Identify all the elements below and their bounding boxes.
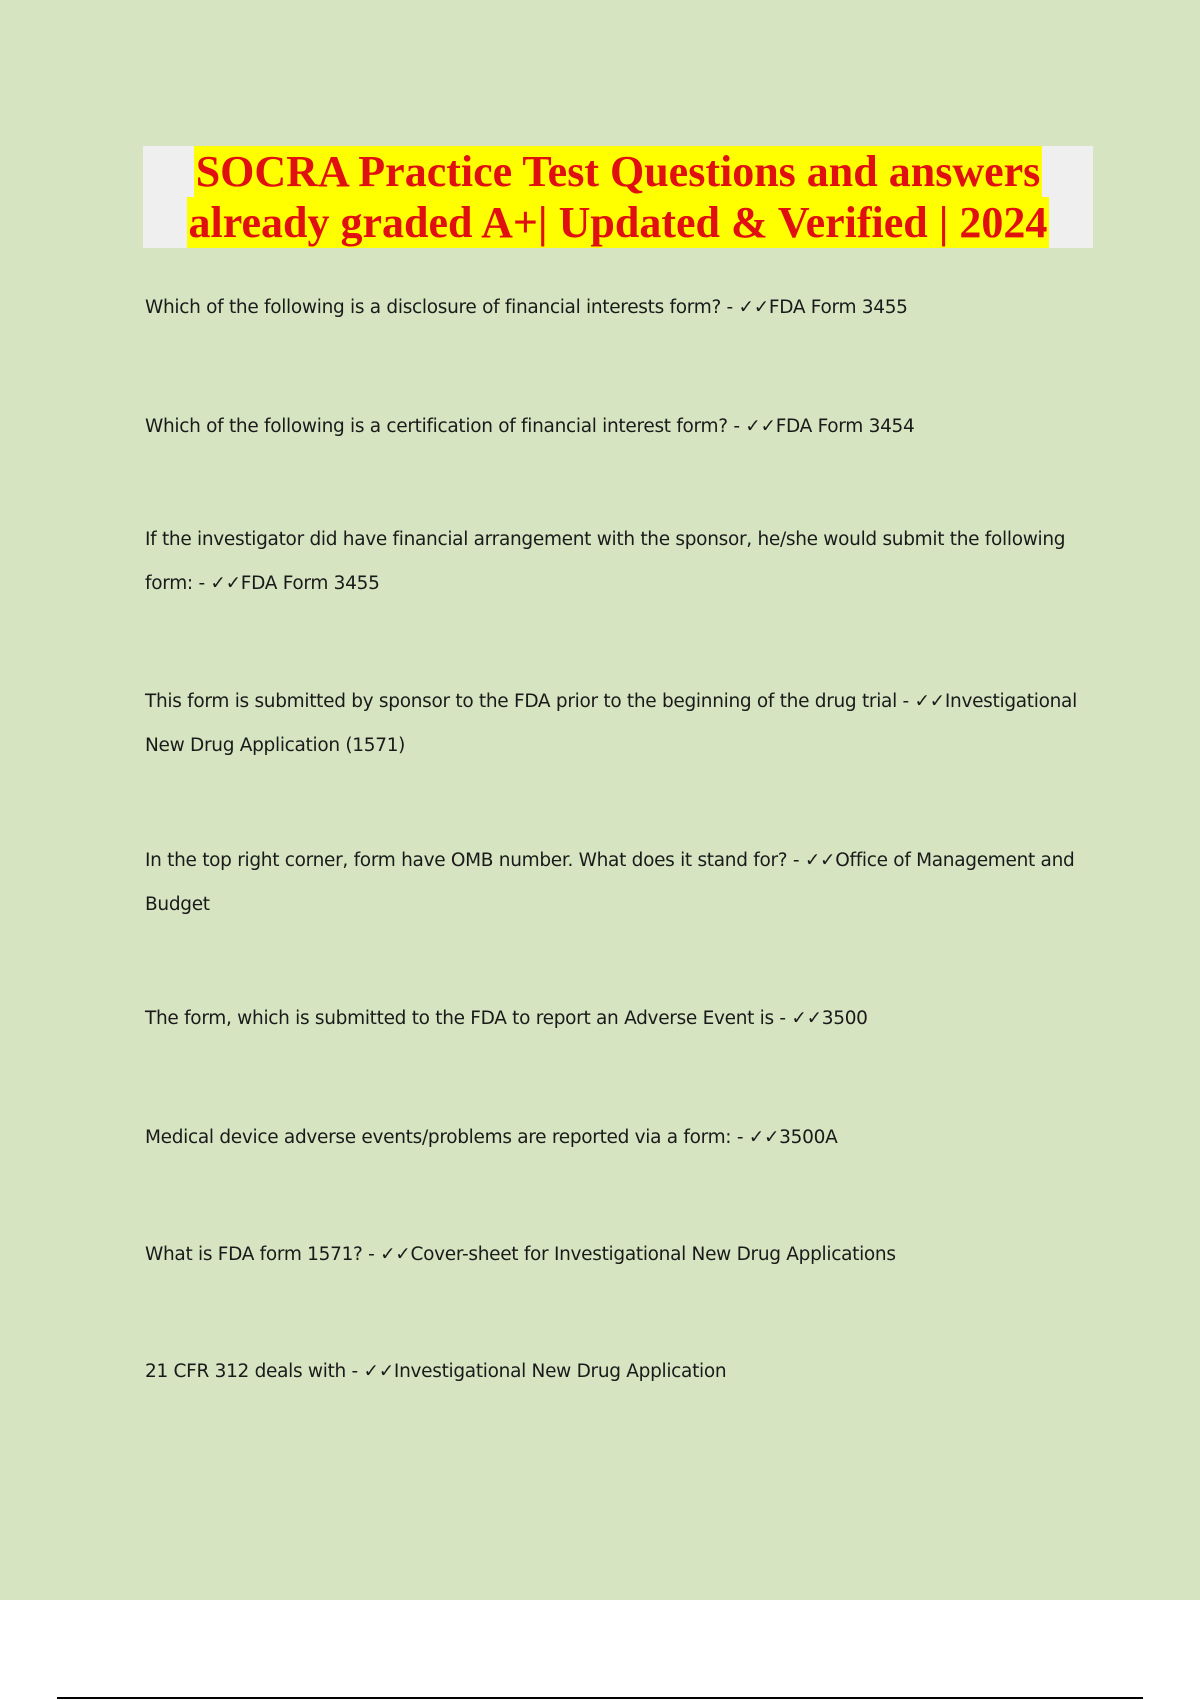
qa-item-8: What is FDA form 1571? - ✓✓Cover-sheet for Investigational New Drug Applications (145, 1244, 896, 1265)
title-line-1: SOCRA Practice Test Questions and answers (195, 147, 1041, 196)
title-line-2: already graded A+| Updated & Verified | 2024 (188, 198, 1048, 247)
qa-item-9: 21 CFR 312 deals with - ✓✓Investigational New Drug Application (145, 1361, 727, 1382)
qa-item-7: Medical device adverse events/problems are reported via a form: - ✓✓3500A (145, 1127, 838, 1148)
qa-item-1: Which of the following is a disclosure of financial interests form? - ✓✓FDA Form 3455 (145, 297, 908, 318)
bottom-divider (57, 1697, 1143, 1699)
qa-item-2: Which of the following is a certification of financial interest form? - ✓✓FDA Form 3454 (145, 416, 915, 437)
qa-item-5: In the top right corner, form have OMB number. What does it stand for? - ✓✓Office of Management and Budget (145, 850, 1075, 915)
qa-item-4: This form is submitted by sponsor to the FDA prior to the beginning of the drug trial - ✓✓Investigational New Drug Application (1571) (145, 691, 1077, 756)
qa-item-3: If the investigator did have financial arrangement with the sponsor, he/she would submit the following form: - ✓✓FDA Form 3455 (145, 529, 1066, 594)
qa-item-6: The form, which is submitted to the FDA to report an Adverse Event is - ✓✓3500 (145, 1008, 868, 1029)
title-banner (143, 146, 1093, 248)
